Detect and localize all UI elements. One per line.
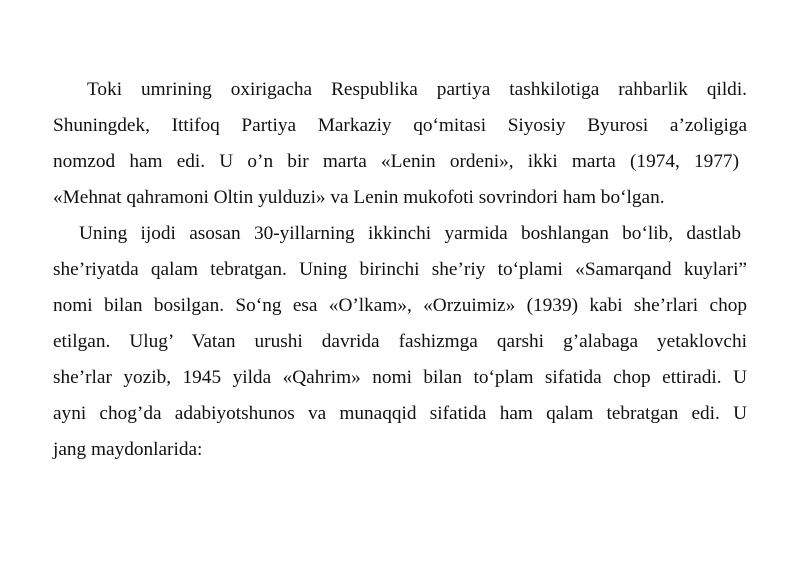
text-line-4: «Mehnat qahramoni Oltin yulduzi» va Lenin mukofoti sovrindori ham bo‘lgan.: [53, 187, 665, 208]
text-line-3: nomzod ham edi. U o’n bir marta «Lenin ordeni», ikki marta (1974, 1977): [53, 151, 739, 172]
text-line-9: she’rlar yozib, 1945 yilda «Qahrim» nomi bilan to‘plam sifatida chop ettiradi. U: [53, 367, 747, 388]
text-line-8: etilgan. Ulug’ Vatan urushi davrida fashizmga qarshi g’alabaga yetaklovchi: [53, 331, 747, 352]
text-line-11: jang maydonlarida:: [53, 439, 203, 460]
text-line-5: Uning ijodi asosan 30-yillarning ikkinchi yarmida boshlangan bo‘lib, dastlab: [79, 223, 741, 244]
text-line-10: ayni chog’da adabiyotshunos va munaqqid sifatida ham qalam tebratgan edi. U: [53, 403, 747, 424]
text-line-1: Toki umrining oxirigacha Respublika partiya tashkilotiga rahbarlik qildi.: [87, 79, 747, 100]
text-line-6: she’riyatda qalam tebratgan. Uning birinchi she’riy to‘plami «Samarqand kuylari”: [53, 259, 747, 280]
text-line-7: nomi bilan bosilgan. So‘ng esa «O’lkam», «Orzuimiz» (1939) kabi she’rlari chop: [53, 295, 747, 316]
text-line-2: Shuningdek, Ittifoq Partiya Markaziy qo‘mitasi Siyosiy Byurosi a’zoligiga: [53, 115, 747, 136]
